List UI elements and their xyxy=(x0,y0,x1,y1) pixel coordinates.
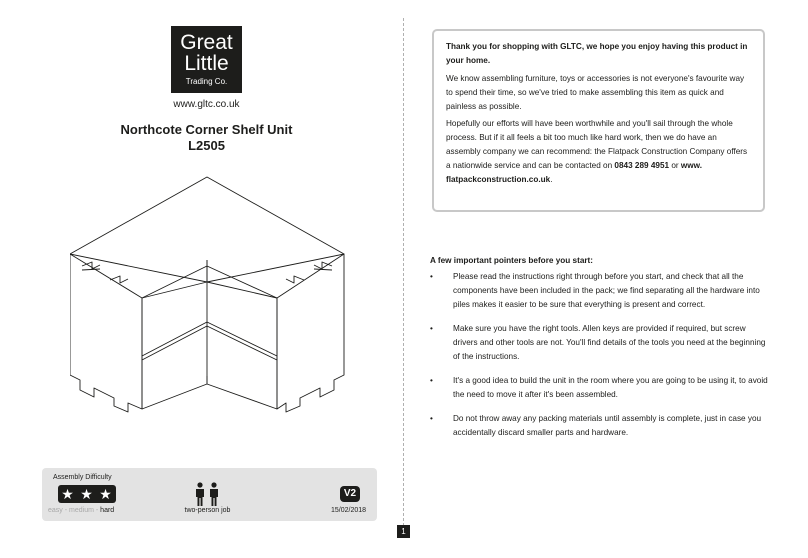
two-person-job-label: two-person job xyxy=(184,507,231,514)
website-url: www.gltc.co.uk xyxy=(173,99,240,110)
list-item: • Do not throw away any packing materials until assembly is complete, just in case you accidentally discard smaller parts and hardware. xyxy=(430,412,770,440)
level-easy: easy xyxy=(48,507,63,514)
difficulty-stars xyxy=(58,485,116,503)
phone-number: 0843 289 4951 xyxy=(614,161,670,170)
star-icon: ★ xyxy=(80,486,93,502)
assembly-intro-paragraph: We know assembling furniture, toys or accessories is not everyone's favourite way to spend their time, so we've tried to make assembling this item as quick and painless as possible. xyxy=(446,74,745,111)
brand-logo xyxy=(171,26,242,93)
logo-line-great: Great xyxy=(180,31,233,54)
level-medium: medium xyxy=(69,507,94,514)
list-item: • It's a good idea to build the unit in the room where you are going to be using it, to avoid the need to move it after it's been assembled. xyxy=(430,374,770,402)
difficulty-levels: easy - medium - hard xyxy=(48,507,115,514)
list-item: • Make sure you have the right tools. Allen keys are provided if required, but screw drivers and other tools are not. You'll find details of the tools you need at the beginning of the instructions. xyxy=(430,322,770,364)
logo-line-little: Little xyxy=(184,52,229,75)
page-number: 1 xyxy=(397,525,410,538)
logo-line-trading: Trading Co. xyxy=(185,77,228,86)
thanks-paragraph: Thank you for shopping with GLTC, we hope you enjoy having this product in your home. xyxy=(446,42,748,65)
service-website: www. flatpackconstruction.co.uk xyxy=(446,161,702,184)
corner-shelf-illustration xyxy=(70,170,350,418)
version-badge: V2 xyxy=(340,486,360,502)
level-hard: hard xyxy=(100,507,115,514)
pointers-list xyxy=(430,270,770,450)
assembly-service-paragraph: Hopefully our efforts will have been worthwhile and you'll sail through the whole process. But if it all feels a bit too much like hard work, then we do have an assembly company we can recommend: the Flatpack Construction Company offers a nationwide service and can be contacted on 0843 289 4951 or www. flatpackconstruction.co.uk. xyxy=(446,119,748,184)
list-item: • Please read the instructions right through before you start, and check that all the components have been included in the pack; we find separating all the hardware into piles makes it easier to be sure that everything is present and correct. xyxy=(430,270,770,312)
star-icon: ★ xyxy=(61,486,74,502)
page-divider xyxy=(403,18,404,526)
product-name: Northcote Corner Shelf Unit xyxy=(120,122,293,137)
star-icon: ★ xyxy=(99,486,112,502)
thank-you-box xyxy=(432,29,765,212)
pointers-heading: A few important pointers before you start: xyxy=(430,256,594,265)
two-person-icon xyxy=(192,482,222,506)
product-code: L2505 xyxy=(188,138,225,153)
assembly-difficulty-label: Assembly Difficulty xyxy=(53,474,112,481)
document-date: 15/02/2018 xyxy=(331,507,367,514)
